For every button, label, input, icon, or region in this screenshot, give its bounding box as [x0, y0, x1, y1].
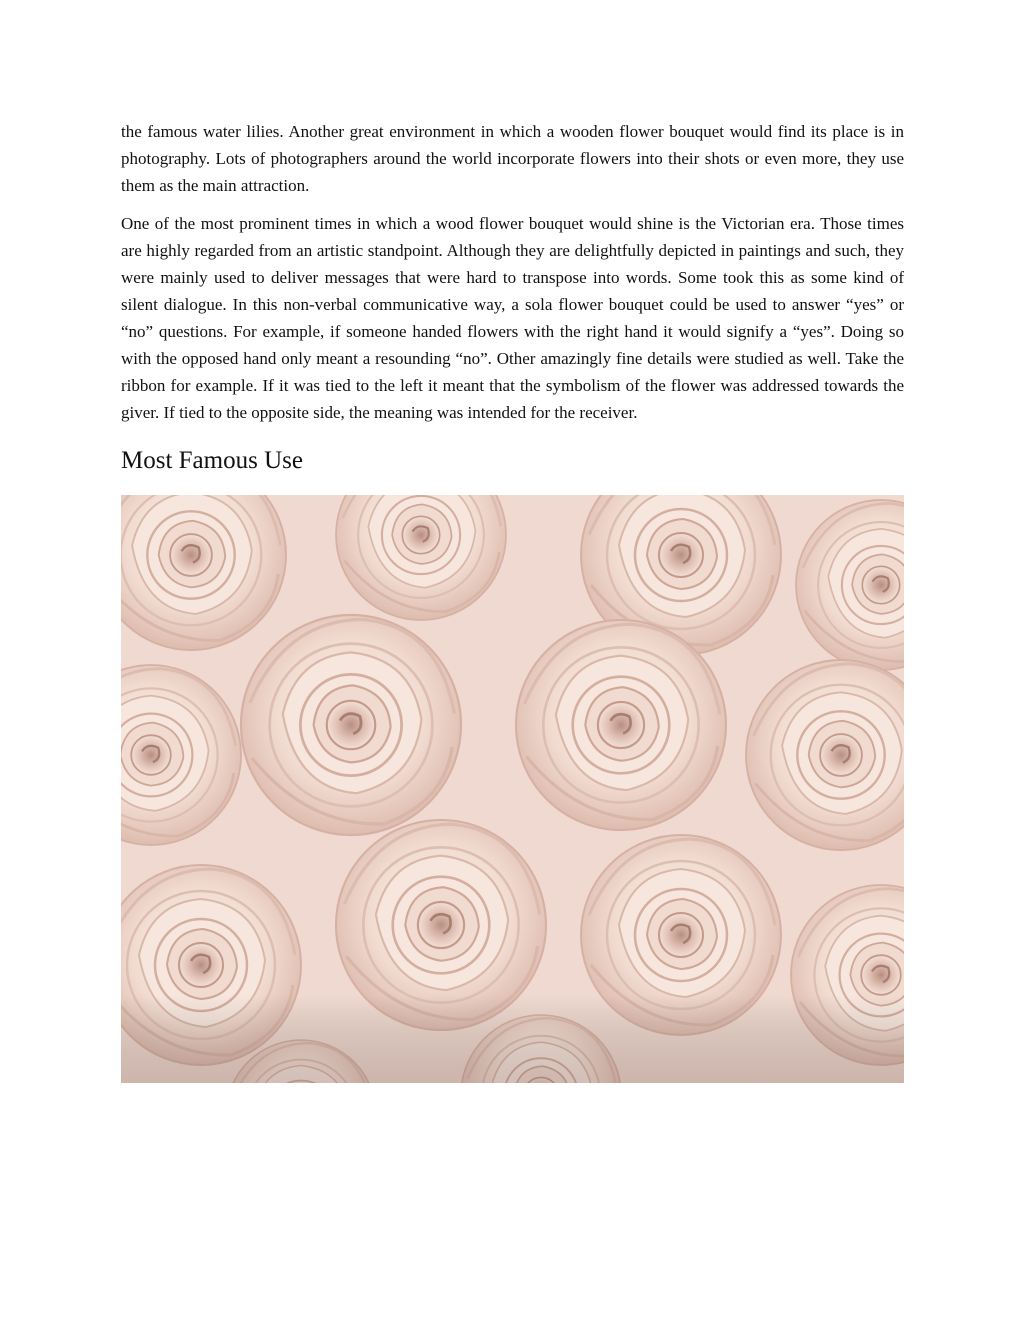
- document-page: [121, 118, 904, 1083]
- paragraph-intro: the famous water lilies. Another great environment in which a wooden flower bouquet would find its place is in photography. Lots of photographers around the world incorporate flowers into their shots or even more, they use them as the main attraction.: [121, 122, 904, 195]
- section-heading: Most Famous Use: [121, 447, 303, 474]
- paragraph-victorian-era: One of the most prominent times in which a wood flower bouquet would shine is the Victorian era. Those times are highly regarded from an artistic standpoint. Although they are delightfully depicted in paintings and such, they were mainly used to deliver messages that were hard to transpose into words. Some took this as some kind of silent dialogue. In this non-verbal communicative way, a sola flower bouquet could be used to answer “yes” or “no” questions. For example, if someone handed flowers with the right hand it would signify a “yes”. Doing so with the opposed hand only meant a resounding “no”. Other amazingly fine details were studied as well. Take the ribbon for example. If it was tied to the left it meant that the symbolism of the flower was addressed towards the giver. If tied to the opposite side, the meaning was intended for the receiver.: [121, 214, 904, 422]
- roses-photo: [121, 495, 904, 1083]
